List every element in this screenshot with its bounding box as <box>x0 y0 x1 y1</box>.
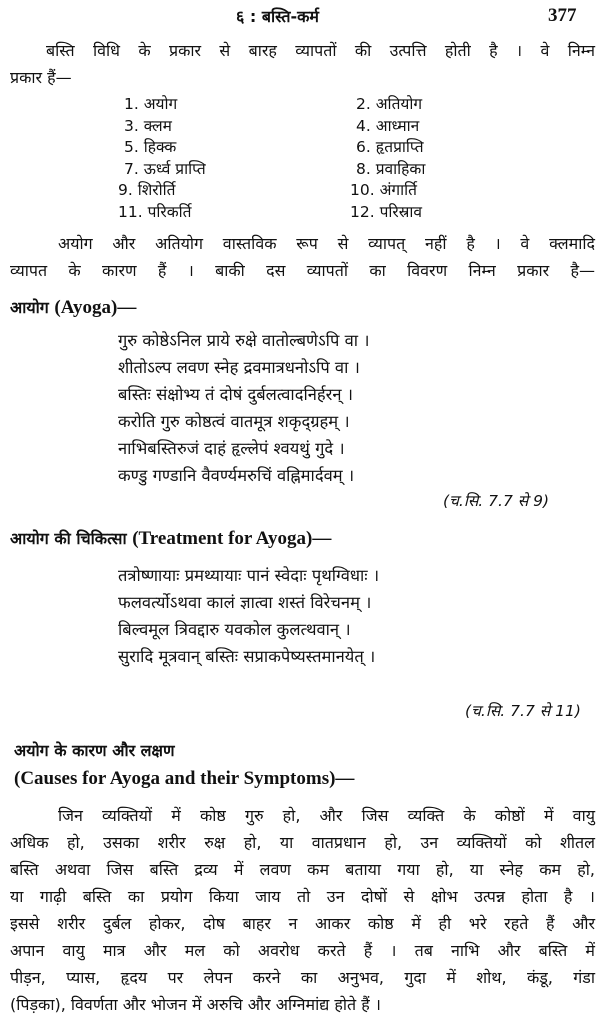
heading-english: (Ayoga)— <box>54 297 137 318</box>
chapter-header: ६ : बस्ति-कर्म <box>236 7 319 26</box>
verse-line: गुरु कोष्ठेऽनिल प्राये रुक्षे वातोल्बणेऽपि वा । <box>118 331 370 350</box>
paragraph-line: जिन व्यक्तियों में कोष्ठ गुरु हो, और जिस व्यक्ति के कोष्ठों में वायु <box>58 806 595 825</box>
list-item: 8. प्रवाहिका <box>356 159 426 178</box>
verse-line: शीतोऽल्प लवण स्नेह द्रवमात्रधनोऽपि वा । <box>118 358 360 377</box>
list-item: 4. आध्मान <box>356 116 420 135</box>
paragraph-line: या गाढ़ी बस्ति का प्रयोग किया जाय तो उन दोषों से क्षोभ उत्पन्न होता है । <box>10 887 595 906</box>
para2-line-1: अयोग और अतियोग वास्तविक रूप से व्यापत् नहीं है । वे क्लमादि <box>58 234 595 253</box>
list-item: 3. क्लम <box>124 116 172 135</box>
paragraph-line: इससे शरीर दुर्बल होकर, दोष बाहर न आकर कोष्ठ में ही भरे रहते हैं और <box>10 914 595 933</box>
verse-line: फलवर्त्योऽथवा कालं ज्ञात्वा शस्तं विरेचनम् । <box>118 593 372 612</box>
verse-line: बिल्वमूल त्रिवद्दारु यवकोल कुलत्थवान् । <box>118 620 351 639</box>
list-item: 10. अंगार्ति <box>350 181 418 199</box>
paragraph-line: अपान वायु मात्र और मल को अवरोध करते हैं । तब नाभि और बस्ति में <box>10 941 595 960</box>
verse-line: कण्डु गण्डानि वैवर्ण्यमरुचिं वह्निमार्दवम् । <box>118 466 355 485</box>
paragraph-line: बस्ति अथवा जिस बस्ति द्रव्य में लवण कम बताया गया हो, या स्नेह कम हो, <box>10 860 595 879</box>
heading-hindi: आयोग की चिकित्सा <box>10 529 127 548</box>
verse-line: नाभिबस्तिरुजं दाहं हृल्लेपं श्वयथुं गुदे । <box>118 439 345 458</box>
citation-1: (च.सि. 7.7 से 9) <box>443 492 550 510</box>
intro-line-2: प्रकार हैं— <box>10 68 72 87</box>
verse-line: सुरादि मूत्रवान् बस्तिः सप्राकपेष्यस्तमानयेत् । <box>118 647 376 666</box>
citation-2: (च.सि. 7.7 से 11) <box>465 702 581 720</box>
section-heading-causes: अयोग के कारण और लक्षण <box>14 741 175 760</box>
list-item: 7. ऊर्ध्व प्राप्ति <box>124 159 206 178</box>
paragraph-line: अधिक हो, उसका शरीर रुक्ष हो, या वातप्रधान हो, उन व्यक्तियों को शीतल <box>10 833 595 852</box>
list-item: 9. शिरोर्ति <box>118 181 176 199</box>
section-heading-causes-en <box>14 768 354 790</box>
verse-line: तत्रोष्णायाः प्रमथ्यायाः पानं स्वेदाः पृथग्विधाः । <box>118 566 380 585</box>
section-heading-treatment <box>10 528 331 550</box>
heading-english: (Causes for Ayoga and their Symptoms)— <box>14 768 355 789</box>
verse-line: बस्तिः संक्षोभ्य तं दोषं दुर्बलत्वादनिर्हरन् । <box>118 385 354 404</box>
paragraph-line: पीड़न, प्यास, हृदय पर लेपन करने का अनुभव, गुदा में शोथ, कंडू, गंडा <box>10 968 595 987</box>
intro-line-1: बस्ति विधि के प्रकार से बारह व्यापतों की उत्पत्ति होती है । वे निम्न <box>46 41 595 60</box>
para2-line-2: व्यापत के कारण हैं । बाकी दस व्यापतों का विवरण निम्न प्रकार है— <box>10 261 595 280</box>
list-item: 1. अयोग <box>124 95 178 113</box>
page-number: 377 <box>548 5 577 26</box>
list-item: 2. अतियोग <box>356 95 423 113</box>
verse-line: करोति गुरु कोष्ठत्वं वातमूत्र शकृद्ग्रहम् । <box>118 412 350 431</box>
heading-hindi: आयोग <box>10 298 49 317</box>
paragraph-line: (पिड़का), विवर्णता और भोजन में अरुचि और अग्निमांद्य होते हैं । <box>10 995 381 1014</box>
list-item: 6. हृतप्राप्ति <box>356 138 424 156</box>
heading-english: (Treatment for Ayoga)— <box>132 528 332 549</box>
list-item: 11. परिकर्ति <box>118 202 192 221</box>
list-item: 12. परिस्राव <box>350 202 423 221</box>
list-item: 5. हिक्क <box>124 138 177 156</box>
section-heading-ayoga <box>10 297 136 319</box>
